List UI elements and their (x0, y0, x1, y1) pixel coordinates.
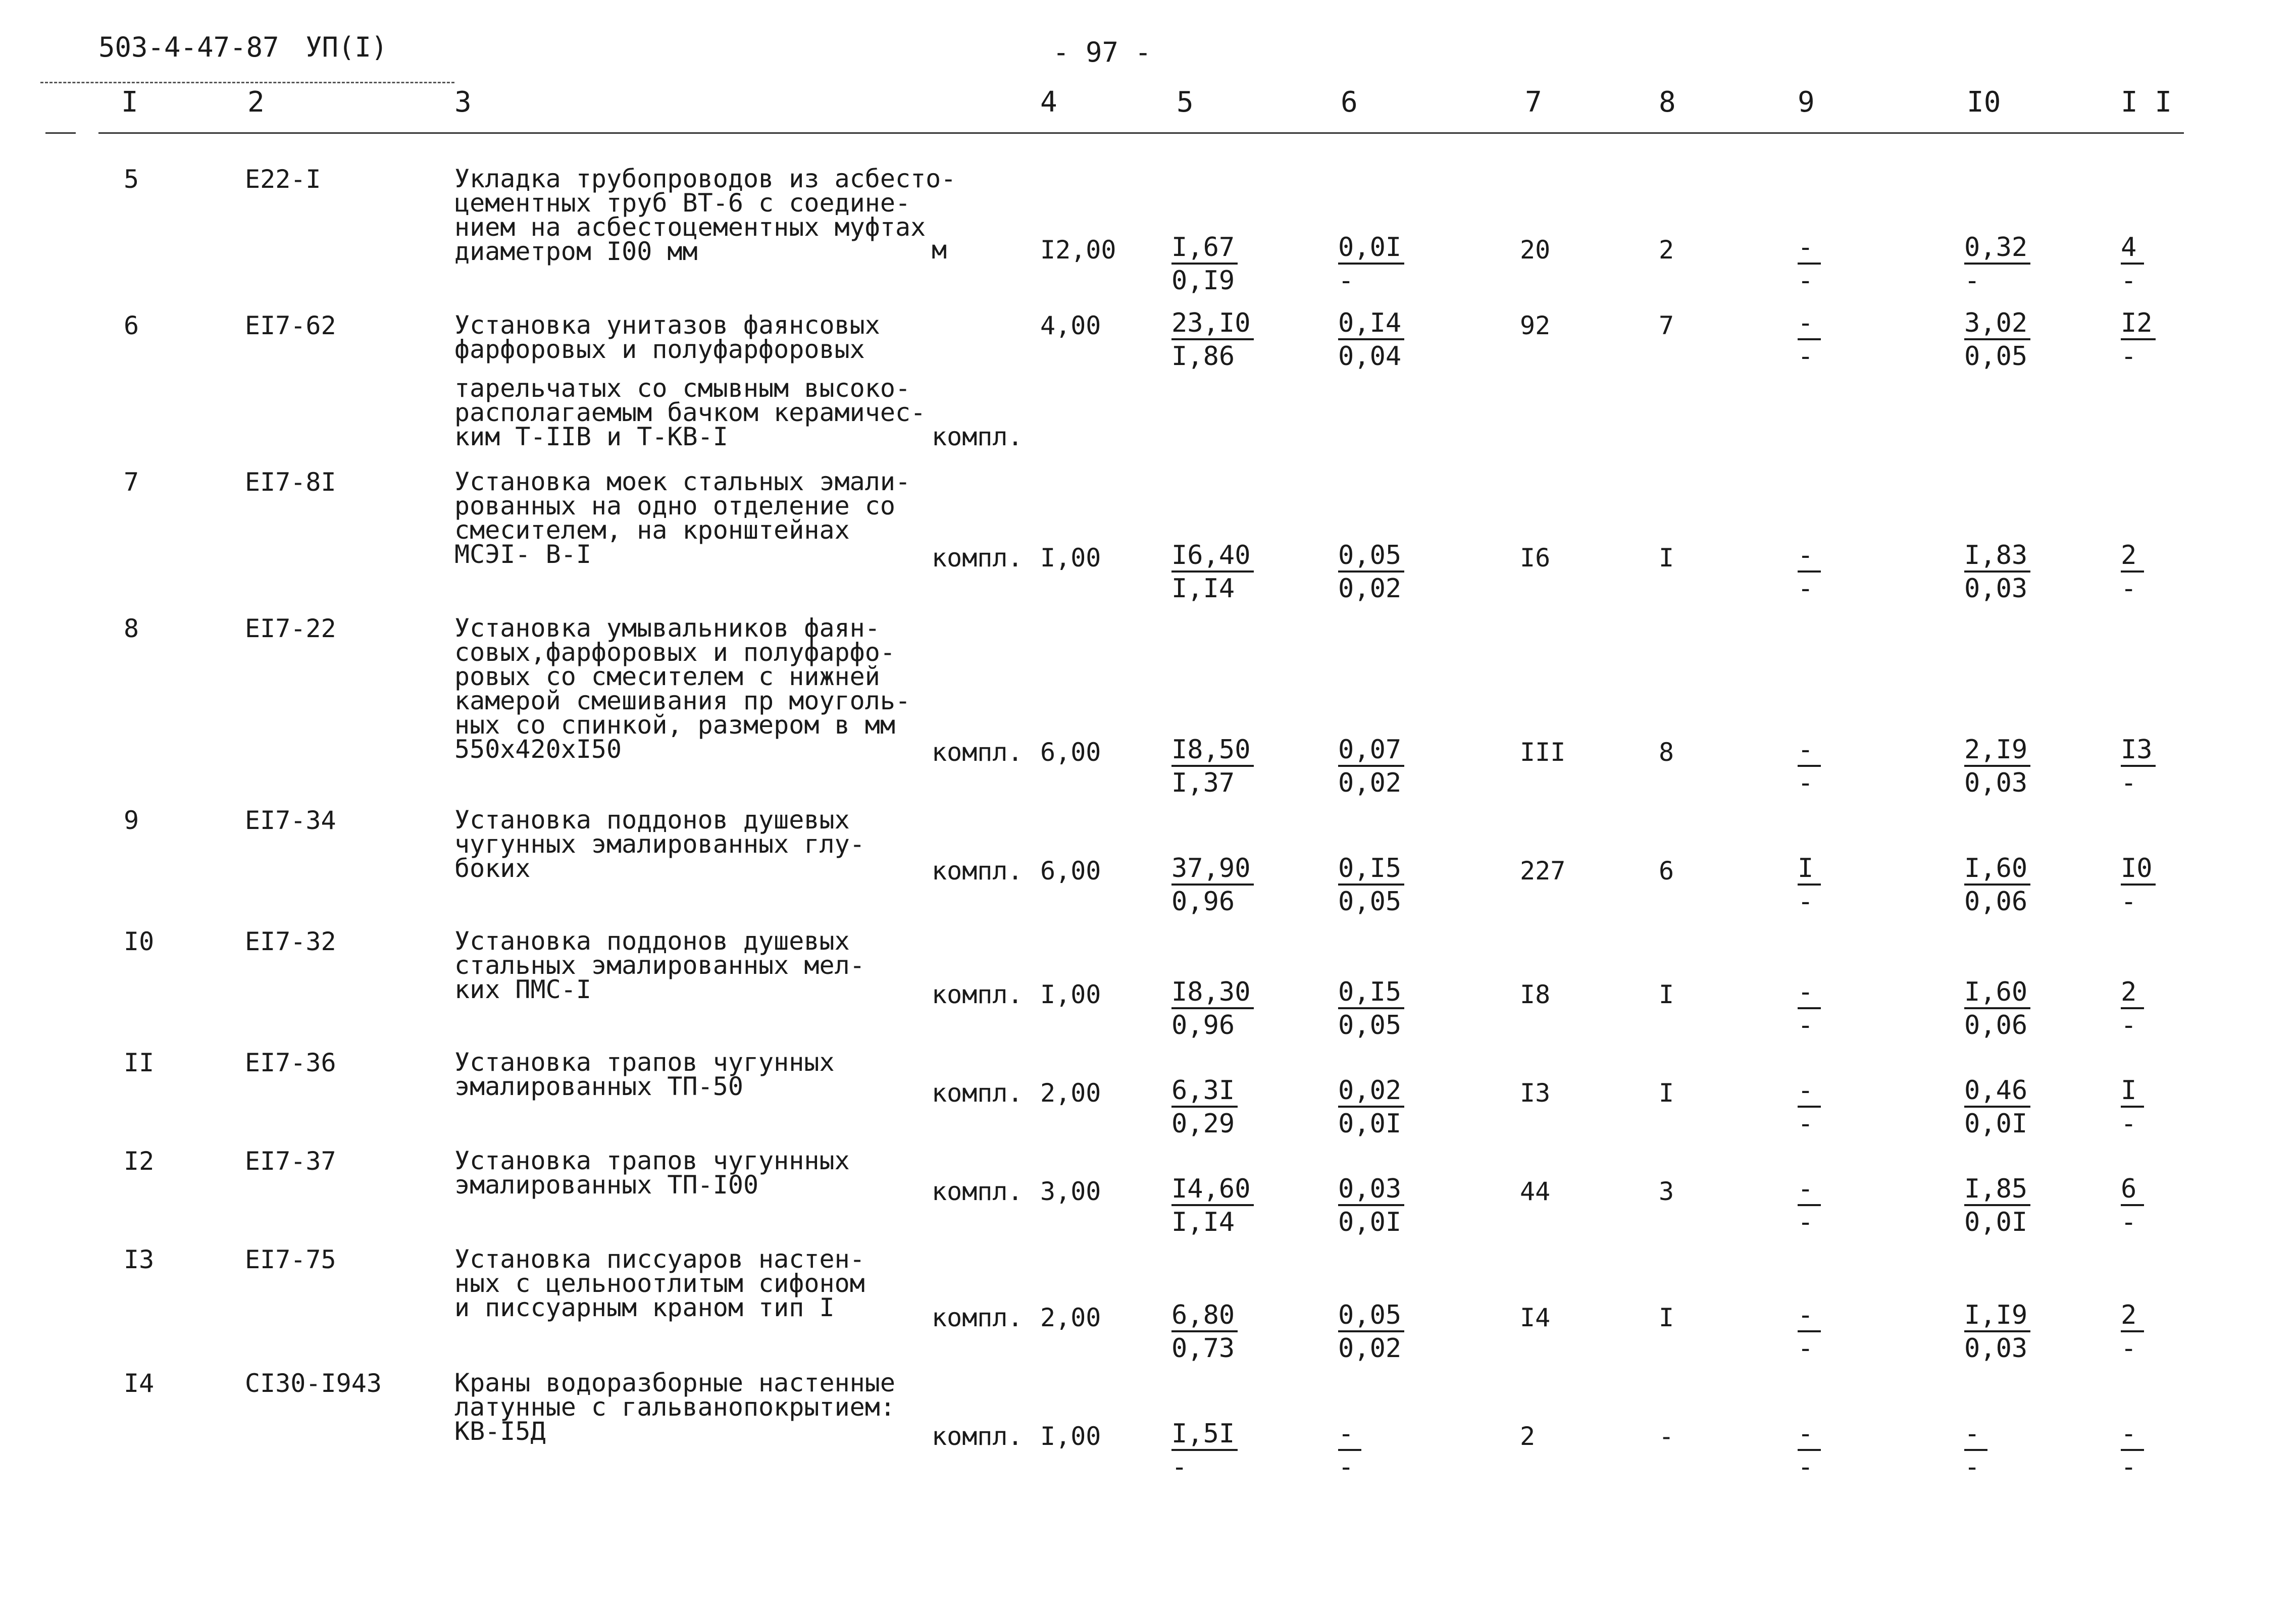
cell-col10 (1964, 232, 2060, 297)
cell-col10-bottom: 0,0I (1964, 1207, 2028, 1237)
cell-col7: I6 (1520, 543, 1551, 573)
page-number: - 97 - (1053, 36, 1152, 68)
cell-col9 (1798, 1174, 1894, 1238)
cell-col10 (1964, 1300, 2060, 1365)
row-number: 8 (124, 614, 139, 643)
cell-col11-top: I2 (2121, 308, 2156, 340)
cell-col11-top: 2 (2121, 977, 2144, 1009)
cell-col10 (1964, 540, 2060, 605)
row-description: Установка писсуаров настен- ных с цельноотлитым сифоном и писсуарным краном тип I (454, 1244, 865, 1322)
cell-col9-bottom: - (1798, 341, 1814, 372)
column-header-3: 3 (454, 86, 472, 119)
cell-col7: I3 (1520, 1078, 1551, 1108)
row-quantity: 2,00 (1040, 1303, 1101, 1332)
row-number: I2 (124, 1147, 155, 1176)
cell-col8: 7 (1659, 311, 1674, 340)
cell-col5-top: I6,40 (1171, 540, 1254, 573)
cell-col5 (1171, 735, 1267, 799)
column-header-2: 2 (247, 86, 265, 119)
column-header-4: 4 (1040, 86, 1057, 119)
row-unit: компл. (932, 738, 1023, 767)
column-header-9: 9 (1798, 86, 1815, 119)
cell-col5-top: I4,60 (1171, 1174, 1254, 1206)
cell-col10-top: I,60 (1964, 853, 2030, 886)
row-quantity: I,00 (1040, 980, 1101, 1009)
cell-col8: 3 (1659, 1177, 1674, 1206)
cell-col11 (2121, 1419, 2217, 1483)
cell-col9-top: - (1798, 735, 1821, 767)
cell-col7: 20 (1520, 235, 1551, 265)
cell-col11 (2121, 232, 2217, 297)
cell-col6 (1338, 1174, 1434, 1238)
row-number: I3 (124, 1245, 155, 1274)
cell-col10-top: 0,32 (1964, 232, 2030, 265)
row-description: Установка поддонов душевых чугунных эмалированных глу- боких (454, 805, 865, 883)
row-quantity: I,00 (1040, 543, 1101, 573)
cell-col10-top: 3,02 (1964, 308, 2030, 340)
cell-col5-bottom: 0,73 (1171, 1333, 1235, 1364)
column-header-5: 5 (1177, 86, 1194, 119)
cell-col10-top: I,60 (1964, 977, 2030, 1009)
column-header-8: 8 (1659, 86, 1676, 119)
cell-col10 (1964, 853, 2060, 918)
cell-col11-bottom: - (2121, 574, 2137, 604)
cell-col10 (1964, 735, 2060, 799)
cell-col10 (1964, 1174, 2060, 1238)
cell-col9-bottom: - (1798, 1333, 1814, 1364)
row-description: Установка умывальников фаян- совых,фарфоровых и полуфарфо- ровых со смесителем с нижней камерой смешивания пр моуголь- ных со спинкой, размером в мм 550x420xI50 (454, 613, 911, 764)
cell-col9-bottom: - (1798, 1109, 1814, 1139)
cell-col10-bottom: - (1964, 1452, 1980, 1482)
row-number: 7 (124, 468, 139, 497)
cell-col6 (1338, 977, 1434, 1042)
row-description: Установка поддонов душевых стальных эмалированных мел- ких ПМС-I (454, 926, 865, 1004)
cell-col9-top: - (1798, 1075, 1821, 1108)
row-number: 6 (124, 311, 139, 340)
cell-col11-bottom: - (2121, 1109, 2137, 1139)
cell-col5-top: I8,50 (1171, 735, 1254, 767)
row-unit: компл. (932, 856, 1023, 886)
cell-col10-bottom: 0,05 (1964, 341, 2028, 372)
cell-col9-bottom: - (1798, 1207, 1814, 1237)
cell-col11 (2121, 540, 2217, 605)
cell-col11-bottom: - (2121, 341, 2137, 372)
row-quantity: 2,00 (1040, 1078, 1101, 1108)
cell-col6 (1338, 540, 1434, 605)
cell-col5-top: 23,I0 (1171, 308, 1254, 340)
cell-col10-bottom: 0,03 (1964, 768, 2028, 798)
cell-col11-bottom: - (2121, 1010, 2137, 1041)
row-description: Установка трапов чугуннных эмалированных ТП-I00 (454, 1146, 850, 1200)
cell-col5-bottom: 0,29 (1171, 1109, 1235, 1139)
cell-col9-top: - (1798, 977, 1821, 1009)
cell-col11-top: 2 (2121, 540, 2144, 573)
cell-col6-top: 0,03 (1338, 1174, 1404, 1206)
cell-col9-top: - (1798, 1300, 1821, 1332)
cell-col7: I4 (1520, 1303, 1551, 1332)
cell-col11-top: 2 (2121, 1300, 2144, 1332)
row-description: Укладка трубопроводов из асбесто- цементных труб ВТ-6 с соедине- нием на асбестоцементных муфтах диаметром I00 мм (454, 164, 956, 266)
cell-col11-bottom: - (2121, 768, 2137, 798)
cell-col6-top: 0,02 (1338, 1075, 1404, 1108)
cell-col9 (1798, 735, 1894, 799)
cell-col6-bottom: 0,02 (1338, 1333, 1402, 1364)
cell-col5-top: 37,90 (1171, 853, 1254, 886)
cell-col8: 2 (1659, 235, 1674, 265)
cell-col10-bottom: 0,03 (1964, 1333, 2028, 1364)
row-description: Установка трапов чугунных эмалированных ТП-50 (454, 1048, 835, 1101)
row-unit: компл. (932, 543, 1023, 573)
header-dash-rule (40, 82, 454, 83)
row-unit: м (932, 235, 947, 265)
cell-col10-top: I,I9 (1964, 1300, 2030, 1332)
cell-col7: I8 (1520, 980, 1551, 1009)
cell-col6 (1338, 735, 1434, 799)
cell-col6-top: 0,05 (1338, 540, 1404, 573)
cell-col6 (1338, 853, 1434, 918)
cell-col8: 6 (1659, 856, 1674, 886)
cell-col9-top: - (1798, 308, 1821, 340)
row-unit: компл. (932, 1177, 1023, 1206)
cell-col11 (2121, 977, 2217, 1042)
cell-col5-top: 6,3I (1171, 1075, 1238, 1108)
cell-col9 (1798, 540, 1894, 605)
cell-col11-top: - (2121, 1419, 2144, 1451)
cell-col11-top: I0 (2121, 853, 2156, 886)
row-number: 9 (124, 806, 139, 835)
row-quantity: 6,00 (1040, 738, 1101, 767)
cell-col11-bottom: - (2121, 1207, 2137, 1237)
cell-col5 (1171, 1300, 1267, 1365)
cell-col6-bottom: 0,04 (1338, 341, 1402, 372)
cell-col5 (1171, 308, 1267, 373)
cell-col5-bottom: I,37 (1171, 768, 1235, 798)
cell-col7: 44 (1520, 1177, 1551, 1206)
cell-col5-top: I8,30 (1171, 977, 1254, 1009)
cell-col9-bottom: - (1798, 574, 1814, 604)
cell-col6-top: 0,0I (1338, 232, 1404, 265)
row-quantity: 4,00 (1040, 311, 1101, 340)
cell-col11-top: 4 (2121, 232, 2144, 265)
cell-col10-top: I,85 (1964, 1174, 2030, 1206)
cell-col11 (2121, 853, 2217, 918)
cell-col6-top: 0,I4 (1338, 308, 1404, 340)
cell-col10-bottom: - (1964, 266, 1980, 296)
row-description: Установка унитазов фаянсовых фарфоровых и полуфарфоровых (454, 310, 880, 364)
cell-col9-top: - (1798, 1174, 1821, 1206)
cell-col9-top: - (1798, 232, 1821, 265)
row-description: Краны водоразборные настенные латунные с гальванопокрытием: КВ-I5Д (454, 1368, 895, 1446)
column-header-6: 6 (1341, 86, 1358, 119)
header-rule (98, 132, 2184, 134)
cell-col6-bottom: 0,02 (1338, 768, 1402, 798)
cell-col6-bottom: 0,0I (1338, 1207, 1402, 1237)
cell-col11-bottom: - (2121, 1452, 2137, 1482)
row-number: I0 (124, 927, 155, 956)
cell-col9-bottom: - (1798, 1010, 1814, 1041)
row-code: EI7-8I (245, 468, 336, 497)
row-code: EI7-37 (245, 1147, 336, 1176)
cell-col10 (1964, 308, 2060, 373)
cell-col5-bottom: 0,96 (1171, 1010, 1235, 1041)
cell-col8: I (1659, 1078, 1674, 1108)
column-header-7: 7 (1525, 86, 1542, 119)
cell-col9-bottom: - (1798, 1452, 1814, 1482)
row-unit: компл. (932, 1422, 1023, 1451)
cell-col5 (1171, 977, 1267, 1042)
cell-col9 (1798, 232, 1894, 297)
cell-col6-bottom: 0,02 (1338, 574, 1402, 604)
row-code: CI30-I943 (245, 1369, 382, 1398)
cell-col5-bottom: 0,I9 (1171, 266, 1235, 296)
cell-col7: III (1520, 738, 1566, 767)
row-description: Установка моек стальных эмали- рованных на одно отделение со смесителем, на кронштейнах МСЭI- В-I (454, 467, 911, 569)
cell-col5-top: I,5I (1171, 1419, 1238, 1451)
column-header-1: I (121, 86, 138, 119)
cell-col5 (1171, 232, 1267, 297)
cell-col5-bottom: I,I4 (1171, 1207, 1235, 1237)
cell-col6-bottom: 0,05 (1338, 887, 1402, 917)
cell-col9 (1798, 1300, 1894, 1365)
cell-col10-bottom: 0,0I (1964, 1109, 2028, 1139)
cell-col11-top: 6 (2121, 1174, 2144, 1206)
cell-col6-bottom: - (1338, 266, 1354, 296)
row-unit: компл. (932, 1078, 1023, 1108)
row-unit: компл. (932, 980, 1023, 1009)
row-code: E22-I (245, 165, 321, 194)
row-quantity: 3,00 (1040, 1177, 1101, 1206)
cell-col11 (2121, 1075, 2217, 1140)
cell-col8: 8 (1659, 738, 1674, 767)
cell-col11 (2121, 308, 2217, 373)
row-number: II (124, 1048, 155, 1077)
cell-col10 (1964, 1419, 2060, 1483)
cell-col9 (1798, 853, 1894, 918)
column-header-11: I I (2121, 86, 2172, 119)
cell-col9 (1798, 1419, 1894, 1483)
cell-col8: I (1659, 543, 1674, 573)
cell-col6-top: 0,I5 (1338, 977, 1404, 1009)
cell-col6-bottom: 0,0I (1338, 1109, 1402, 1139)
row-unit: компл. (932, 1303, 1023, 1332)
row-code: EI7-75 (245, 1245, 336, 1274)
cell-col5-bottom: 0,96 (1171, 887, 1235, 917)
cell-col6 (1338, 1300, 1434, 1365)
cell-col9 (1798, 1075, 1894, 1140)
cell-col11 (2121, 1174, 2217, 1238)
cell-col7: 227 (1520, 856, 1566, 886)
cell-col10-top: - (1964, 1419, 1987, 1451)
cell-col9 (1798, 977, 1894, 1042)
cell-col6-top: 0,05 (1338, 1300, 1404, 1332)
cell-col5-bottom: I,86 (1171, 341, 1235, 372)
row-code: EI7-32 (245, 927, 336, 956)
row-code: EI7-62 (245, 311, 336, 340)
cell-col6-bottom: - (1338, 1452, 1354, 1482)
cell-col9-top: - (1798, 540, 1821, 573)
cell-col5 (1171, 540, 1267, 605)
row-code: EI7-34 (245, 806, 336, 835)
cell-col5 (1171, 1174, 1267, 1238)
row-description-cont: тарельчатых со смывным высоко- располагаемым бачком керамичес- ким Т-IIВ и Т-КВ-I (454, 374, 926, 451)
cell-col6 (1338, 308, 1434, 373)
row-code: EI7-36 (245, 1048, 336, 1077)
row-number: I4 (124, 1369, 155, 1398)
cell-col5-top: I,67 (1171, 232, 1238, 265)
cell-col10-bottom: 0,06 (1964, 887, 2028, 917)
cell-col9 (1798, 308, 1894, 373)
cell-col6 (1338, 232, 1434, 297)
doc-code: 503-4-47-87 (98, 31, 279, 63)
cell-col10-top: 0,46 (1964, 1075, 2030, 1108)
cell-col8: I (1659, 1303, 1674, 1332)
cell-col5 (1171, 1419, 1267, 1483)
cell-col5-bottom: - (1171, 1452, 1188, 1482)
cell-col6 (1338, 1419, 1434, 1483)
cell-col11-top: I (2121, 1075, 2144, 1108)
cell-col11-bottom: - (2121, 266, 2137, 296)
row-quantity: 6,00 (1040, 856, 1101, 886)
row-code: EI7-22 (245, 614, 336, 643)
row-quantity: I,00 (1040, 1422, 1101, 1451)
cell-col9-bottom: - (1798, 768, 1814, 798)
cell-col5 (1171, 853, 1267, 918)
cell-col9-top: I (1798, 853, 1821, 886)
cell-col10 (1964, 1075, 2060, 1140)
cell-col10-top: I,83 (1964, 540, 2030, 573)
header-rule-stub (45, 132, 76, 134)
cell-col10 (1964, 977, 2060, 1042)
cell-col8: I (1659, 980, 1674, 1009)
cell-col9-bottom: - (1798, 266, 1814, 296)
cell-col5 (1171, 1075, 1267, 1140)
cell-col6-bottom: 0,05 (1338, 1010, 1402, 1041)
cell-col10-bottom: 0,06 (1964, 1010, 2028, 1041)
cell-col6-top: 0,07 (1338, 735, 1404, 767)
cell-col9-bottom: - (1798, 887, 1814, 917)
cell-col5-top: 6,80 (1171, 1300, 1238, 1332)
cell-col7: 2 (1520, 1422, 1536, 1451)
cell-col6-top: 0,I5 (1338, 853, 1404, 886)
cell-col11-top: I3 (2121, 735, 2156, 767)
cell-col9-top: - (1798, 1419, 1821, 1451)
cell-col10-bottom: 0,03 (1964, 574, 2028, 604)
cell-col11 (2121, 735, 2217, 799)
row-quantity: I2,00 (1040, 235, 1116, 265)
cell-col5-bottom: I,I4 (1171, 574, 1235, 604)
cell-col10-top: 2,I9 (1964, 735, 2030, 767)
cell-col11-bottom: - (2121, 1333, 2137, 1364)
doc-section: УП(I) (305, 31, 388, 63)
row-number: 5 (124, 165, 139, 194)
cell-col6 (1338, 1075, 1434, 1140)
column-header-10: I0 (1967, 86, 2001, 119)
cell-col6-top: - (1338, 1419, 1361, 1451)
cell-col8: - (1659, 1422, 1674, 1451)
row-unit: компл. (932, 422, 1023, 451)
cell-col7: 92 (1520, 311, 1551, 340)
cell-col11-bottom: - (2121, 887, 2137, 917)
cell-col11 (2121, 1300, 2217, 1365)
